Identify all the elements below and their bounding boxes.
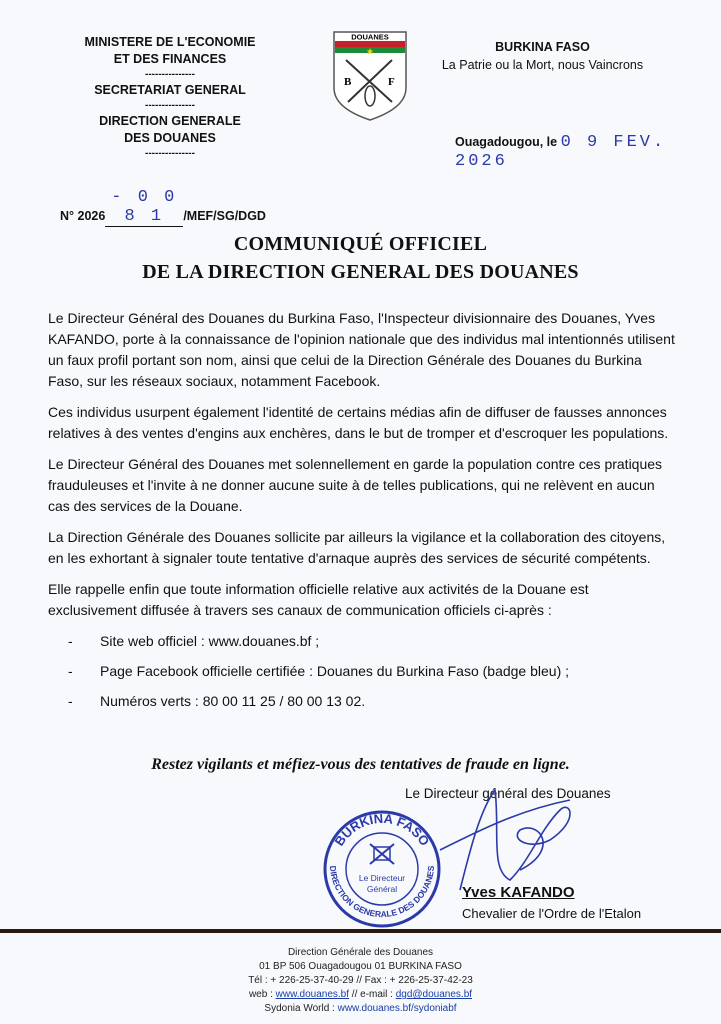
official-channels-list [48,631,680,712]
bullet: - [68,693,73,709]
website-link[interactable]: www.douanes.bf [275,989,350,1000]
closing-statement: Restez vigilants et méfiez-vous des tentatives de fraude en ligne. [151,756,570,773]
secretariat: SECRETARIAT GENERAL [94,83,246,97]
list-item [68,631,680,652]
country-name: BURKINA FASO [495,40,590,54]
web-label: web : [248,989,276,1000]
svg-text:F: F [388,76,395,88]
footer-address: 01 BP 506 Ouagadougou 01 BURKINA FASO [259,961,462,972]
separator: --------------- [145,69,195,80]
footer-contacts [0,988,721,1002]
sydonia-link[interactable]: www.douanes.bf/sydoniabf [337,1003,457,1014]
bullet-text: Numéros verts : 80 00 11 25 / 80 00 13 02. [100,693,366,709]
signatory-name: Yves KAFANDO [462,884,575,901]
document-title [0,230,721,286]
reference-suffix: /MEF/SG/DGD [183,209,266,223]
svg-text:Général: Général [366,884,398,894]
footer-divider [0,929,721,933]
date-line [455,133,721,171]
signatory-distinction: Chevalier de l'Ordre de l'Etalon [462,906,642,921]
svg-text:DIRECTION GENERALE DES DOUANES: DIRECTION GENERALE DES DOUANES [327,865,437,920]
svg-text:DOUANES: DOUANES [351,32,389,42]
ministry-line-2: ET DES FINANCES [113,52,227,66]
header-ministry [70,34,270,161]
douanes-logo [332,30,408,122]
email-link[interactable]: dgd@douanes.bf [395,989,473,1000]
header-country [420,38,665,74]
svg-text:BURKINA FASO: BURKINA FASO [331,810,433,849]
title-line-2: DE LA DIRECTION GENERAL DES DOUANES [142,261,579,283]
bullet-text: Page Facebook officielle certifiée : Douanes du Burkina Faso (badge bleu) ; [100,663,570,679]
bullet: - [68,663,73,679]
direction-line-2: DES DOUANES [124,131,216,145]
paragraph: Le Directeur Général des Douanes du Burkina Faso, l'Inspecteur divisionnaire des Douanes, Yves KAFANDO, porte à la connaissance de l'opinion nationale que des individus mal intentionnés utilisent un faux profil portant son nom, ainsi que celui de la Direction Générale des Douanes du Burkina Faso, sur les réseaux sociaux, notamment Facebook. [48,310,675,389]
reference-stamp: - 0 0 8 1 [105,188,183,227]
footer-sydonia [0,1002,721,1016]
footer-org: Direction Générale des Douanes [287,947,434,958]
separator: --------------- [145,148,195,159]
signatory-title: Le Directeur général des Douanes [405,786,611,801]
national-motto: La Patrie ou la Mort, nous Vaincrons [441,58,644,72]
paragraph: Le Directeur Général des Douanes met solennellement en garde la population contre ces pratiques frauduleuses et l'invite à ne donner aucune suite à de telles publications, qui ne relèvent en aucun cas des services de la Douane. [48,456,663,514]
email-label: // e-mail : [349,989,396,1000]
reference-prefix: N° 2026 [60,209,106,223]
list-item [68,661,680,682]
direction-line-1: DIRECTION GENERALE [99,114,241,128]
reference-number [60,188,266,227]
date-prefix: Ouagadougou, le [455,135,558,149]
bullet: - [68,633,73,649]
sydonia-label: Sydonia World : [264,1003,338,1014]
svg-text:Le Directeur: Le Directeur [358,873,406,883]
footer [0,946,721,1016]
bullet-text: Site web officiel : www.douanes.bf ; [100,633,320,649]
paragraph: Ces individus usurpent également l'identité de certains médias afin de diffuser de fausses annonces relatives à des ventes d'engins aux enchères, dans le but de tromper et d'escroquer les populations. [48,404,669,441]
svg-text:B: B [344,76,352,88]
footer-phone: Tél : + 226-25-37-40-29 // Fax : + 226-25-37-42-23 [248,975,473,986]
ministry-line-1: MINISTERE DE L'ECONOMIE [84,35,256,49]
separator: --------------- [145,100,195,111]
list-item [68,691,680,712]
communique-body [48,308,680,721]
paragraph: Elle rappelle enfin que toute information officielle relative aux activités de la Douane est exclusivement diffusée à travers ses canaux de communication officiels ci-après : [48,581,589,618]
date-stamp: 0 9 FEV. 2026 [455,133,667,171]
title-line-1: COMMUNIQUÉ OFFICIEL [233,233,488,255]
paragraph: La Direction Générale des Douanes sollicite par ailleurs la vigilance et la collaboration des citoyens, en les exhortant à signaler toute tentative d'arnaque auprès des services de sécurité compétents. [48,529,666,566]
